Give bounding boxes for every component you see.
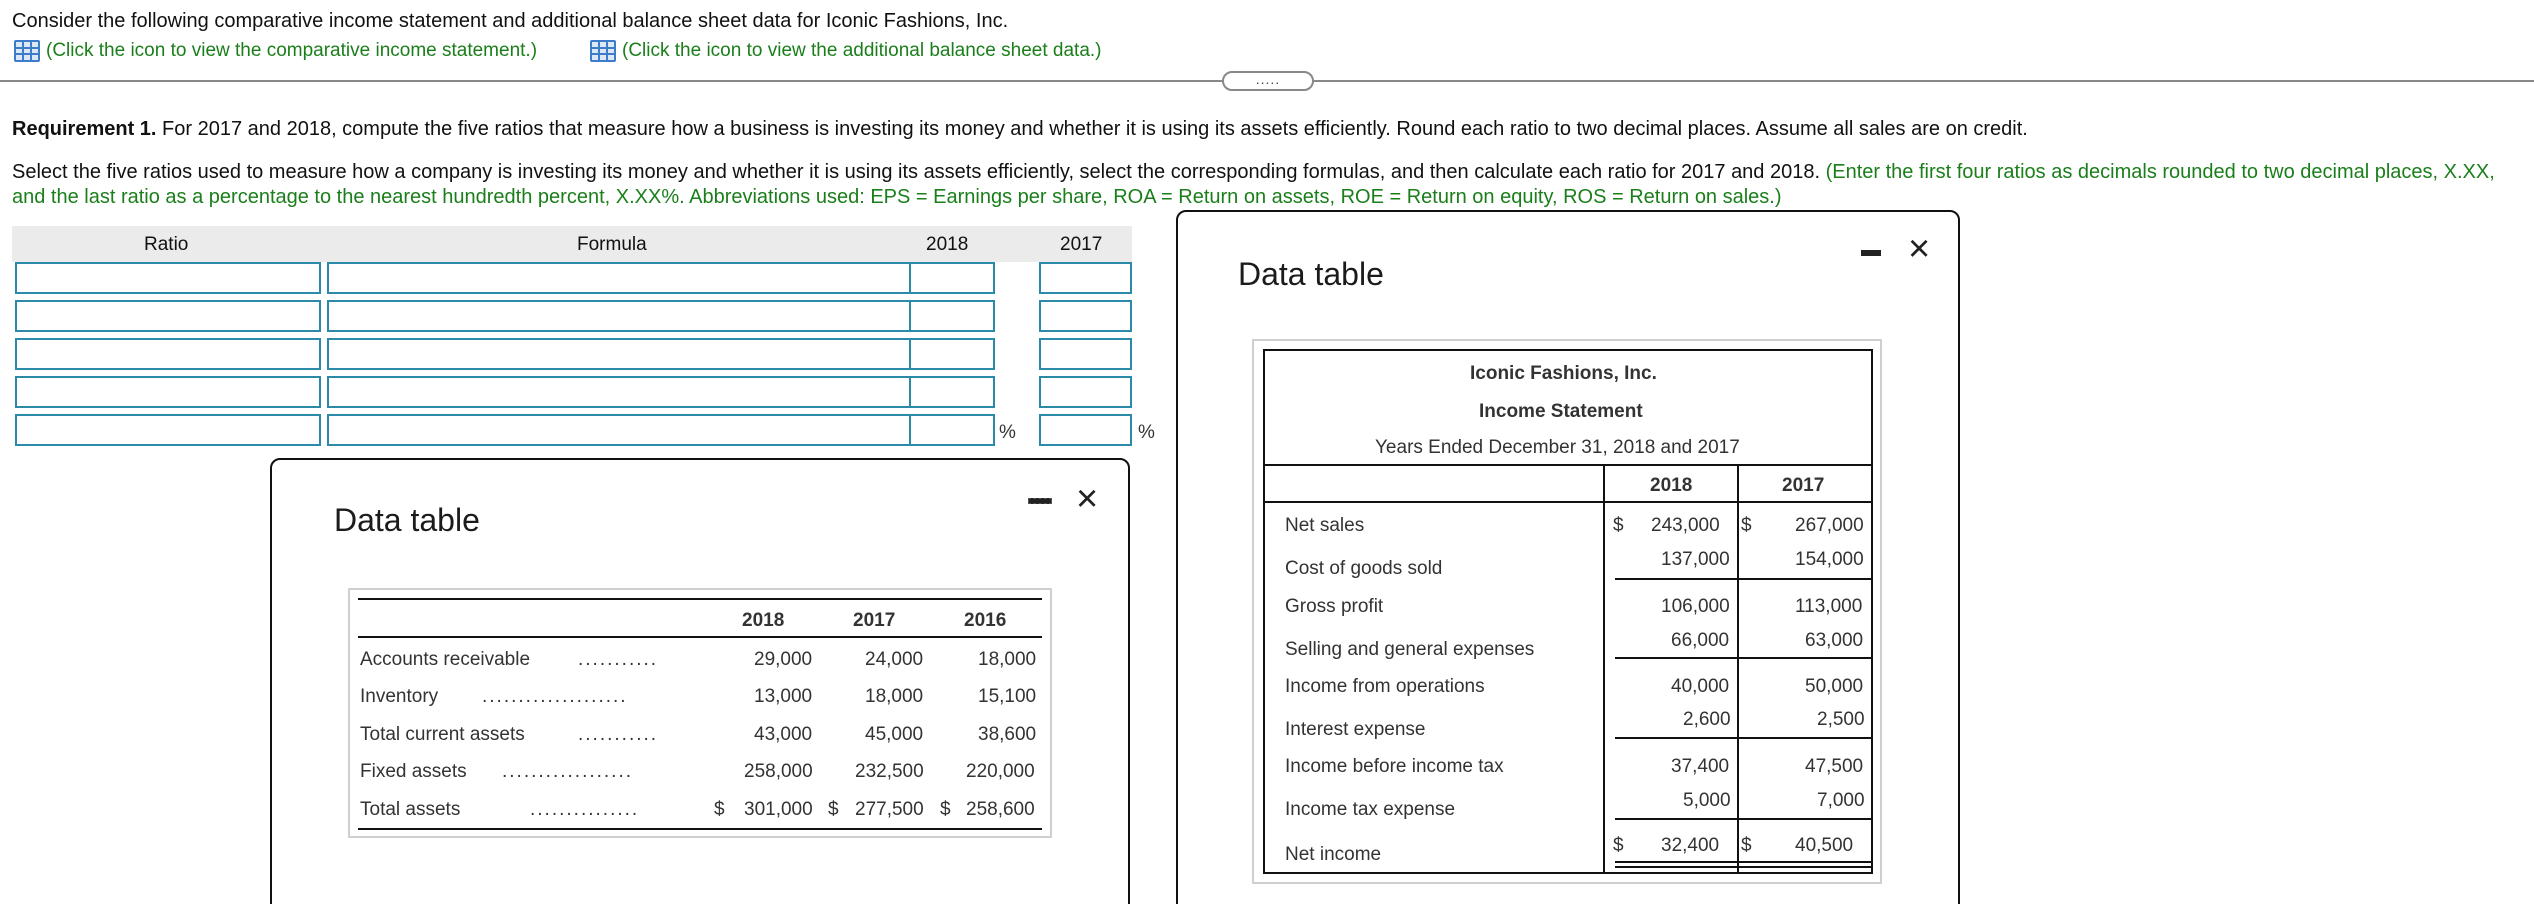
row-label: Income tax expense (1285, 799, 1456, 820)
table-grid-icon[interactable] (14, 40, 40, 62)
popup-title: Data table (334, 502, 480, 538)
statement-period: Years Ended December 31, 2018 and 2017 (1375, 437, 1740, 458)
year-header: 2017 (1782, 475, 1825, 496)
collapse-toggle-button[interactable]: ..... (1222, 71, 1314, 91)
row-label: Interest expense (1285, 719, 1426, 740)
ratio-row (12, 338, 1212, 370)
value-2018-input[interactable] (909, 338, 995, 370)
row-label: Fixed assets (360, 761, 467, 782)
value-2016: 220,000 (966, 761, 1035, 782)
formula-select[interactable] (327, 262, 914, 294)
row-label: Accounts receivable (360, 649, 531, 670)
dollar-sign: $ (940, 799, 951, 820)
value-2017-input[interactable] (1039, 262, 1132, 294)
balance-sheet-link-text[interactable]: (Click the icon to view the additional balance sheet data.) (622, 40, 1102, 61)
row-label: Total assets (360, 799, 461, 820)
value-2017: 24,000 (865, 649, 924, 670)
ratio-select[interactable] (15, 376, 321, 408)
row-label: Inventory (360, 686, 439, 707)
formula-select[interactable] (327, 414, 914, 446)
year-header: 2017 (853, 610, 896, 631)
value-2017: 18,000 (865, 686, 924, 707)
year-2018-column-header: 2018 (926, 234, 969, 255)
company-name: Iconic Fashions, Inc. (1470, 363, 1657, 384)
minimize-icon[interactable] (1861, 250, 1881, 256)
row-label: Income from operations (1285, 676, 1485, 697)
income-statement-link-text[interactable]: (Click the icon to view the comparative income statement.) (46, 40, 538, 61)
ratio-select[interactable] (15, 300, 321, 332)
value-2018: 5,000 (1683, 790, 1731, 811)
value-2016: 258,600 (966, 799, 1035, 820)
value-2018: 32,400 (1661, 835, 1720, 856)
statement-name: Income Statement (1479, 401, 1643, 422)
dollar-sign: $ (1741, 835, 1752, 856)
ratio-row (12, 376, 1212, 408)
dollar-sign: $ (1613, 835, 1624, 856)
leader-dots: ............... (530, 799, 640, 820)
value-2018-input[interactable] (909, 414, 995, 446)
value-2017: 232,500 (855, 761, 924, 782)
leader-dots: ........... (578, 649, 659, 670)
value-2018: 40,000 (1671, 676, 1730, 697)
value-2018: 258,000 (744, 761, 813, 782)
row-label: Gross profit (1285, 596, 1384, 617)
dollar-sign: $ (828, 799, 839, 820)
close-icon[interactable]: × (1076, 478, 1099, 520)
value-2018: 43,000 (754, 724, 813, 745)
year-header: 2016 (964, 610, 1007, 631)
value-2017: 63,000 (1805, 630, 1864, 651)
value-2017: 113,000 (1795, 596, 1863, 617)
ratio-table-header (12, 226, 1132, 262)
row-label: Net sales (1285, 515, 1365, 536)
leader-dots: ........... (578, 724, 659, 745)
value-2018: 13,000 (754, 686, 813, 707)
value-2017-input[interactable] (1039, 300, 1132, 332)
table-grid-icon[interactable] (590, 40, 616, 62)
formula-select[interactable] (327, 376, 914, 408)
value-2016: 18,000 (978, 649, 1037, 670)
value-2017: 45,000 (865, 724, 924, 745)
formula-column-header: Formula (577, 234, 647, 255)
value-2018: 37,400 (1671, 756, 1730, 777)
leader-dots: .................... (482, 686, 628, 707)
row-label: Total current assets (360, 724, 525, 745)
row-label: Selling and general expenses (1285, 639, 1535, 660)
ratio-column-header: Ratio (144, 234, 189, 255)
ratio-select[interactable] (15, 338, 321, 370)
ratio-select[interactable] (15, 262, 321, 294)
percent-sign: % (999, 422, 1016, 443)
value-2018-input[interactable] (909, 262, 995, 294)
value-2018: 66,000 (1671, 630, 1730, 651)
row-label: Net income (1285, 844, 1382, 865)
value-2018-input[interactable] (909, 300, 995, 332)
value-2017: 50,000 (1805, 676, 1864, 697)
requirement-label: Requirement 1. (12, 118, 157, 140)
value-2018: 137,000 (1661, 549, 1730, 570)
percent-sign: % (1138, 422, 1155, 443)
row-label: Cost of goods sold (1285, 558, 1443, 579)
value-2018: 2,600 (1683, 709, 1731, 730)
value-2016: 15,100 (978, 686, 1037, 707)
popup-title: Data table (1238, 256, 1384, 292)
value-2017: 40,500 (1795, 835, 1854, 856)
instruction-text (12, 160, 2517, 210)
requirement-body: For 2017 and 2018, compute the five ratios that measure how a business is investing its money and whether it is using its assets efficiently. Round each ratio to two decimal places. Assume all sales are on credit. (156, 118, 2028, 140)
minimize-icon[interactable] (1028, 498, 1052, 504)
income-statement-link[interactable] (14, 40, 537, 62)
value-2017-input[interactable] (1039, 338, 1132, 370)
dollar-sign: $ (714, 799, 725, 820)
year-header: 2018 (1650, 475, 1693, 496)
value-2017: 47,500 (1805, 756, 1864, 777)
value-2016: 38,600 (978, 724, 1037, 745)
close-icon[interactable]: × (1908, 228, 1931, 270)
instruction-hint: (Enter the first four ratios as decimals rounded to two decimal places, X.XX, and the last ratio as a percentage to the nearest hundredth percent, X.XX%. Abbreviations used: EPS = Earnings per share, ROA = Return on assets, ROE = Return on equity, ROS = Return on sales.) (12, 161, 2495, 208)
formula-select[interactable] (327, 300, 914, 332)
ratio-row (12, 300, 1212, 332)
value-2018: 301,000 (744, 799, 813, 820)
balance-sheet-link[interactable] (590, 40, 1102, 62)
leader-dots: .................. (502, 761, 634, 782)
value-2017: 7,000 (1817, 790, 1865, 811)
dollar-sign: $ (1741, 515, 1752, 536)
value-2017: 277,500 (855, 799, 924, 820)
year-header: 2018 (742, 610, 785, 631)
requirement-text (12, 118, 2028, 141)
ratio-row (12, 414, 1212, 446)
dollar-sign: $ (1613, 515, 1624, 536)
balance-sheet-table (348, 588, 1052, 838)
value-2017-input[interactable] (1039, 376, 1132, 408)
value-2017: 154,000 (1795, 549, 1864, 570)
value-2018: 106,000 (1661, 596, 1730, 617)
intro-text: Consider the following comparative income statement and additional balance sheet data for Iconic Fashions, Inc. (12, 10, 1009, 32)
ratio-select[interactable] (15, 414, 321, 446)
instruction-body: Select the five ratios used to measure how a company is investing its money and whether it is using its assets efficiently, select the corresponding formulas, and then calculate each ratio for 2017 and 2018. (12, 161, 1826, 183)
value-2018-input[interactable] (909, 376, 995, 408)
ratio-row (12, 262, 1212, 294)
row-label: Income before income tax (1285, 756, 1504, 777)
year-2017-column-header: 2017 (1060, 234, 1103, 255)
income-statement-table (1263, 349, 1873, 874)
value-2018: 243,000 (1651, 515, 1720, 536)
value-2018: 29,000 (754, 649, 813, 670)
formula-select[interactable] (327, 338, 914, 370)
value-2017: 267,000 (1795, 515, 1864, 536)
value-2017: 2,500 (1817, 709, 1865, 730)
value-2017-input[interactable] (1039, 414, 1132, 446)
